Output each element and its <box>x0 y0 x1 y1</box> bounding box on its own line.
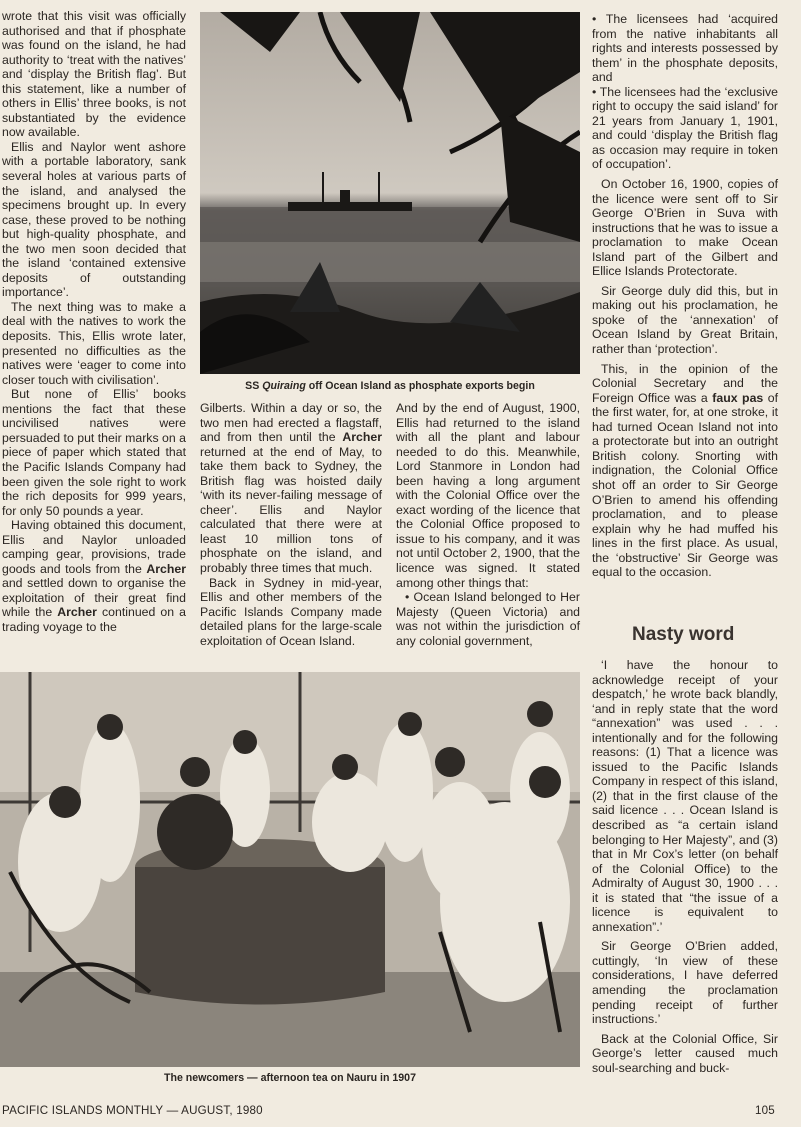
article-column-3 <box>396 401 580 648</box>
paragraph: Sir George O’Brien added, cuttingly, ‘In view of these considerations, I have deferred amending the proclamation pending receipt of further instructions.’ <box>592 939 778 1027</box>
paragraph: This, in the opinion of the Colonial Secretary and the Foreign Office was a faux pas of the first water, for, at one stroke, it had turned Ocean Island not into a protectorate but into an outright British colony. Snorting with indignation, the Colonial Office shot off an order to Sir George O’Brien to amend his offending proclamation, and to please explain why he had muffed his lines in the first place. As usual, the ‘obstructive’ Sir George was equal to the occasion. <box>592 361 779 580</box>
paragraph: On October 16, 1900, copies of the licence were sent off to Sir George O’Brien in Suva with instructions that he was to issue a proclamation to make Ocean Island part of the Gilbert and Ellice Islands Protectorate. <box>592 177 778 279</box>
ship-photo <box>200 12 580 374</box>
photo-caption-tea: The newcomers — afternoon tea on Nauru in 1907 <box>164 1072 416 1084</box>
article-column-2 <box>200 401 382 648</box>
ship-name: Archer <box>342 430 382 445</box>
paragraph: But none of Ellis’ books mentions the fact that these uncivilised natives were persuaded to put their marks on a piece of paper which stated that the Pacific Islands Company had been given the sole right to work the rich deposits for 999 years, for only 50 pounds a year. <box>2 387 186 518</box>
footer-publication: PACIFIC ISLANDS MONTHLY — AUGUST, 1980 <box>2 1104 263 1117</box>
article-column-4-continued <box>592 658 778 1075</box>
paragraph: Back at the Colonial Office, Sir George’s letter caused much soul-searching and buck- <box>592 1031 778 1075</box>
paragraph: wrote that this visit was officially authorised and that if phosphate was found on the island, he had authority to ‘treat with the natives’ and ‘display the British flag’. But this statement, like a number of others in Ellis’ three books, is not substantiated by the evidence now available. <box>2 9 186 140</box>
emphasis-phrase: faux pas <box>712 390 764 405</box>
photo-caption-ship: SS Quiraing off Ocean Island as phosphate exports begin <box>245 380 535 392</box>
ship-name-italic: Quiraing <box>262 380 306 392</box>
paragraph: ‘I have the honour to acknowledge receipt of your despatch,’ he wrote back blandly, ‘and in reply state that the word “annexation” was used . . . intentionally and for the following reasons: (1) That a licence was issued to the Pacific Islands Company in respect of this island, (2) that in the first clause of the said licence . . . Ocean Island is described as “a certain island belonging to Her Majesty”, and (3) that in Mr Cox’s letter (on behalf of the Colonial Office) to the Admiralty of August 30, 1900 . . . it is stated that “the issue of a licence is equivalent to annexation”.’ <box>592 658 778 934</box>
paragraph: Back in Sydney in mid-year, Ellis and other members of the Pacific Islands Company made detailed plans for the large-scale exploitation of Ocean Island. <box>200 575 382 648</box>
paragraph: Gilberts. Within a day or so, the two men had erected a flagstaff, and from then until the Archer returned at the end of May, to take them back to Sydney, the British flag was hoisted daily ‘with its never-failing message of cheer’. Ellis and Naylor calculated that there were at least 10 million tons of phosphate on the island, and probably three times that much. <box>200 401 382 576</box>
paragraph: Having obtained this document, Ellis and Naylor unloaded camping gear, provisions, trade goods and tools from the Archer and settled down to organise the exploitation of their great find while the Archer continued on a trading voyage to the <box>2 518 186 634</box>
section-heading: Nasty word <box>632 624 735 645</box>
paragraph: And by the end of August, 1900, Ellis had returned to the island with all the plant and labour needed to do this. Meanwhile, Lord Stanmore in London had been having a long argument with the Colonial Office over the exact wording of the licence that the Colonial Office proposed to issue to his company, and it was not until October 2, 1900, that the licence was signed. It stated among other things that: <box>396 401 580 590</box>
article-column-4 <box>592 12 778 580</box>
page-number: 105 <box>755 1104 775 1117</box>
tea-party-photo <box>0 672 580 1067</box>
paragraph: The next thing was to make a deal with the natives to work the deposits. This, Ellis wrote later, presented no difficulties as the natives were ‘eager to come into closer touch with civilisation’. <box>2 299 186 387</box>
bullet-item: • The licensees had the ‘exclusive right to occupy the said island’ for 21 years from January 1, 1901, and could ‘display the British flag as occasion may require in token of occupation’. <box>592 84 778 172</box>
paragraph: Sir George duly did this, but in making out his proclamation, he spoke of the ‘annexation’ of Ocean Island by Great Britain, rather than ‘protection’. <box>592 283 778 357</box>
article-column-1 <box>2 9 186 635</box>
ship-name: Archer <box>57 605 97 620</box>
ship-name: Archer <box>146 561 186 576</box>
bullet-item: • The licensees had ‘acquired from the native inhabitants all rights and interests possessed by them’ in the phosphate deposits, and <box>592 12 778 85</box>
bullet-item: • Ocean Island belonged to Her Majesty (Queen Victoria) and was not within the jurisdiction of any colonial government, <box>396 590 580 648</box>
paragraph: Ellis and Naylor went ashore with a portable laboratory, sank several holes at various parts of the island, and analysed the specimens brought up. In every case, these proved to be nothing but high-quality phosphate, and the two men soon decided that the island ‘contained extensive deposits of outstanding importance’. <box>2 139 186 300</box>
